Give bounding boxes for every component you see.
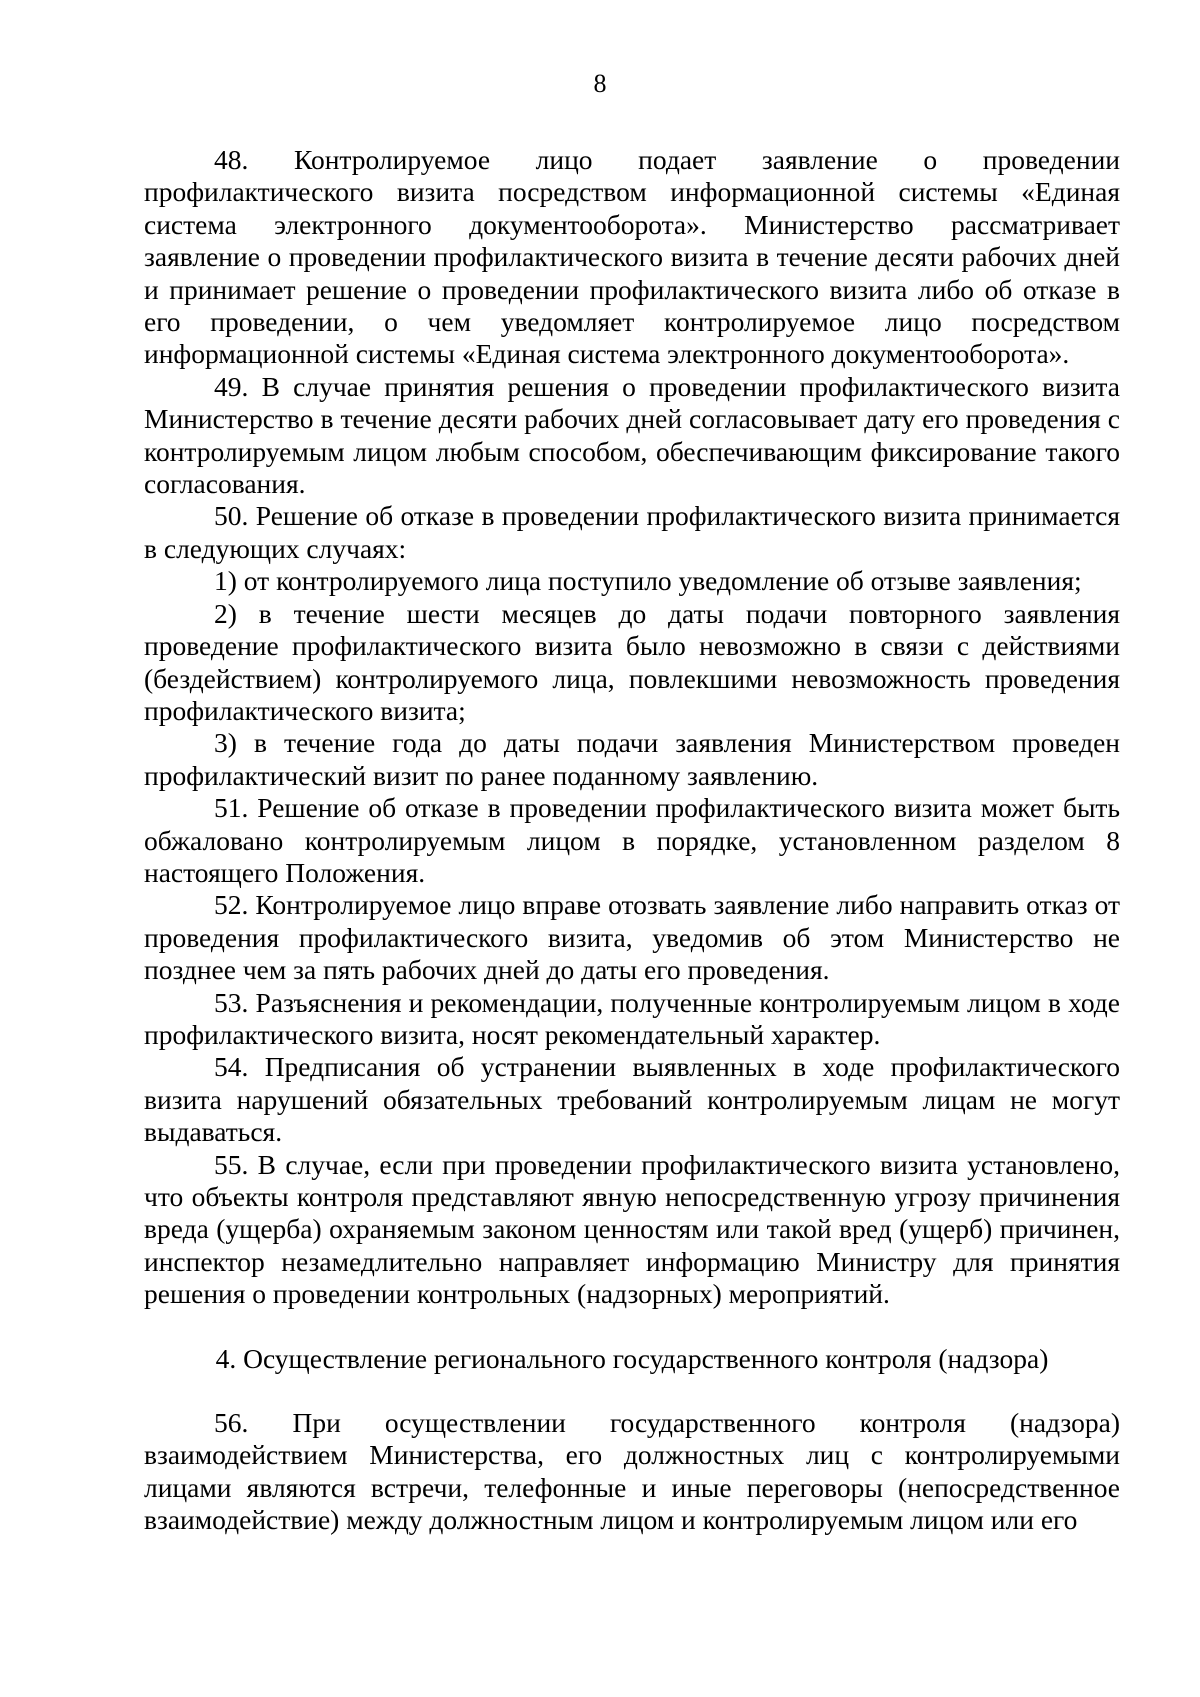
paragraph-48: 48. Контролируемое лицо подает заявление о проведении профилактического визита посредством информационной системы «Единая система электронного документооборота». Министерство рассматривает заявление о проведении профилактического визита в течение десяти рабочих дней и принимает решение о проведении профилактического визита либо об отказе в его проведении, о чем уведомляет контролируемое лицо посредством информационной системы «Единая система электронного документооборота». [144, 144, 1120, 370]
paragraph-53: 53. Разъяснения и рекомендации, полученные контролируемым лицом в ходе профилактического визита, носят рекомендательный характер. [144, 986, 1120, 1050]
paragraph-54: 54. Предписания об устранении выявленных в ходе профилактического визита нарушений обязательных требований контролируемым лицам не могут выдаваться. [144, 1051, 1120, 1148]
document-body [144, 144, 1120, 1537]
paragraph-50-item-3: 3) в течение года до даты подачи заявления Министерством проведен профилактический визит по ранее поданному заявлению. [144, 727, 1120, 791]
paragraph-52: 52. Контролируемое лицо вправе отозвать заявление либо направить отказ от проведения профилактического визита, уведомив об этом Министерство не позднее чем за пять рабочих дней до даты его проведения. [144, 889, 1120, 986]
page-number: 8 [593, 69, 607, 98]
paragraph-55: 55. В случае, если при проведении профилактического визита установлено, что объекты контроля представляют явную непосредственную угрозу причинения вреда (ущерба) охраняемым законом ценностям или такой вред (ущерб) причинен, инспектор незамедлительно направляет информацию Министру для принятия решения о проведении контрольных (надзорных) мероприятий. [144, 1148, 1120, 1310]
paragraph-50-item-2: 2) в течение шести месяцев до даты подачи повторного заявления проведение профилактического визита было невозможно в связи с действиями (бездействием) контролируемого лица, повлекшими невозможность проведения профилактического визита; [144, 597, 1120, 726]
section-heading: 4. Осуществление регионального государственного контроля (надзора) [215, 1342, 1049, 1374]
paragraph-49: 49. В случае принятия решения о проведении профилактического визита Министерство в течение десяти рабочих дней согласовывает дату его проведения с контролируемым лицом любым способом, обеспечивающим фиксирование такого согласования. [144, 370, 1120, 500]
paragraph-50-item-1: 1) от контролируемого лица поступило уведомление об отзыве заявления; [214, 565, 1082, 597]
paragraph-51: 51. Решение об отказе в проведении профилактического визита может быть обжаловано контролируемым лицом в порядке, установленном разделом 8 настоящего Положения. [144, 792, 1120, 888]
paragraph-56: 56. При осуществлении государственного контроля (надзора) взаимодействием Министерства, его должностных лиц с контролируемыми лицами являются встречи, телефонные и иные переговоры (непосредственное взаимодействие) между должностным лицом и контролируемым лицом или его [144, 1407, 1120, 1536]
paragraph-50: 50. Решение об отказе в проведении профилактического визита принимается в следующих случаях: [144, 500, 1120, 564]
